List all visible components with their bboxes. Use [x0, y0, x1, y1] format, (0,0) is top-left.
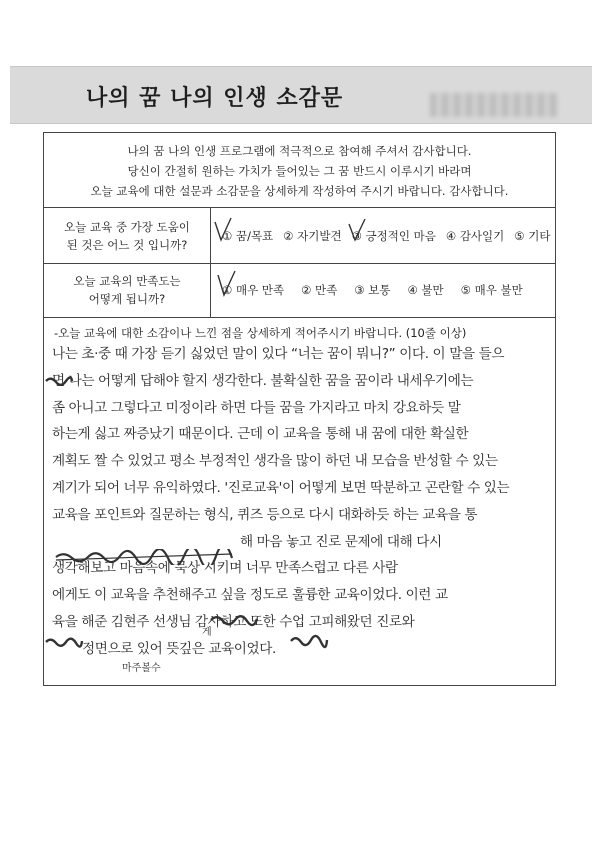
- question-1-options: [214, 208, 555, 263]
- q2-option-3[interactable]: ③ 보통: [354, 283, 391, 297]
- essay-line: 교육을 포인트와 질문하는 형식, 퀴즈 등으로 다시 대화하듯 하는 교육을 통: [52, 506, 478, 523]
- essay-line: 좀 아니고 그렇다고 미정이라 하면 다들 꿈을 가지라고 마치 강요하듯 말: [52, 399, 461, 416]
- essay-line: 하는게 싫고 짜증났기 때문이다. 근데 이 교육을 통해 내 꿈에 대한 확실한: [52, 426, 469, 443]
- intro-line-3: 오늘 교육에 대한 설문과 소감문을 상세하게 작성하여 주시기 바랍니다. 감사합니다.: [90, 184, 509, 198]
- question-2-row: [44, 263, 555, 318]
- question-2-label: 오늘 교육의 만족도는 어떻게 됩니까?: [44, 263, 211, 317]
- question-1-label: 오늘 교육 중 가장 도움이 된 것은 어느 것 입니까?: [44, 208, 211, 263]
- q1-option-5[interactable]: ⑤ 기타: [514, 228, 551, 243]
- survey-form: [43, 132, 556, 686]
- intro-line-2: 당신이 간절히 원하는 가치가 들어있는 그 꿈 반드시 이루시기 바라며: [127, 164, 472, 178]
- question-2-options: [214, 263, 555, 317]
- essay-line: 나는 초·중 때 가장 듣기 싫었던 말이 있다 “너는 꿈이 뭐니?” 이다. 이 말을 들으: [52, 346, 505, 362]
- essay-line: 정면으로 있어 뜻깊은 교육이었다.: [82, 640, 276, 657]
- intro-line-1: 나의 꿈 나의 인생 프로그램에 적극적으로 참여해 주셔서 감사합니다.: [127, 144, 472, 158]
- essay-answer: [52, 341, 552, 663]
- q2-option-5[interactable]: ⑤ 매우 불만: [460, 283, 523, 297]
- margin-note: 게: [202, 627, 212, 638]
- page-title: 나의 꿈 나의 인생 소감문: [86, 86, 344, 111]
- header-bar: [10, 66, 592, 124]
- essay-prompt: -오늘 교육에 대한 소감이나 느낀 점을 상세하게 적어주시기 바랍니다. (10줄 이상): [54, 326, 467, 340]
- q2-option-4[interactable]: ④ 불만: [407, 283, 444, 297]
- essay-line: 생각해보고 마음속에 묵상 시키며 너무 만족스럽고 다른 사람: [52, 560, 398, 577]
- q2-option-2[interactable]: ② 만족: [301, 283, 338, 297]
- essay-line: 육을 해준 김현주 선생님 감사하고 또한 수업 고피해왔던 진로와: [52, 613, 415, 630]
- q1-option-4[interactable]: ④ 감사일기: [445, 228, 505, 243]
- essay-line: 계기가 되어 너무 유익하였다. '진로교육'이 어떻게 보면 딱분하고 곤란할 수 있는: [52, 479, 510, 496]
- essay-line: 해 마음 놓고 진로 문제에 대해 다시: [240, 533, 442, 550]
- q1-option-3[interactable]: ③ 긍정적인 마음: [351, 228, 436, 243]
- intro-section: [44, 133, 555, 208]
- redacted-name: [430, 93, 558, 117]
- essay-line: 면 나는 어떻게 답해야 할지 생각한다. 불확실한 꿈을 꿈이라 내세우기에는: [52, 372, 474, 389]
- q1-option-2[interactable]: ② 자기발견: [283, 228, 342, 243]
- q1-option-1[interactable]: ① 꿈/목표: [222, 228, 274, 243]
- essay-line: 에게도 이 교육을 추천해주고 싶을 정도로 훌륭한 교육이었다. 이런 교: [52, 587, 448, 604]
- q2-option-1[interactable]: ① 매우 만족: [222, 283, 285, 297]
- essay-line: 계획도 짤 수 있었고 평소 부정적인 생각을 많이 하던 내 모습을 반성할 수 있는: [52, 453, 498, 470]
- margin-note: 마주볼수: [122, 663, 161, 674]
- question-1-row: [44, 208, 555, 264]
